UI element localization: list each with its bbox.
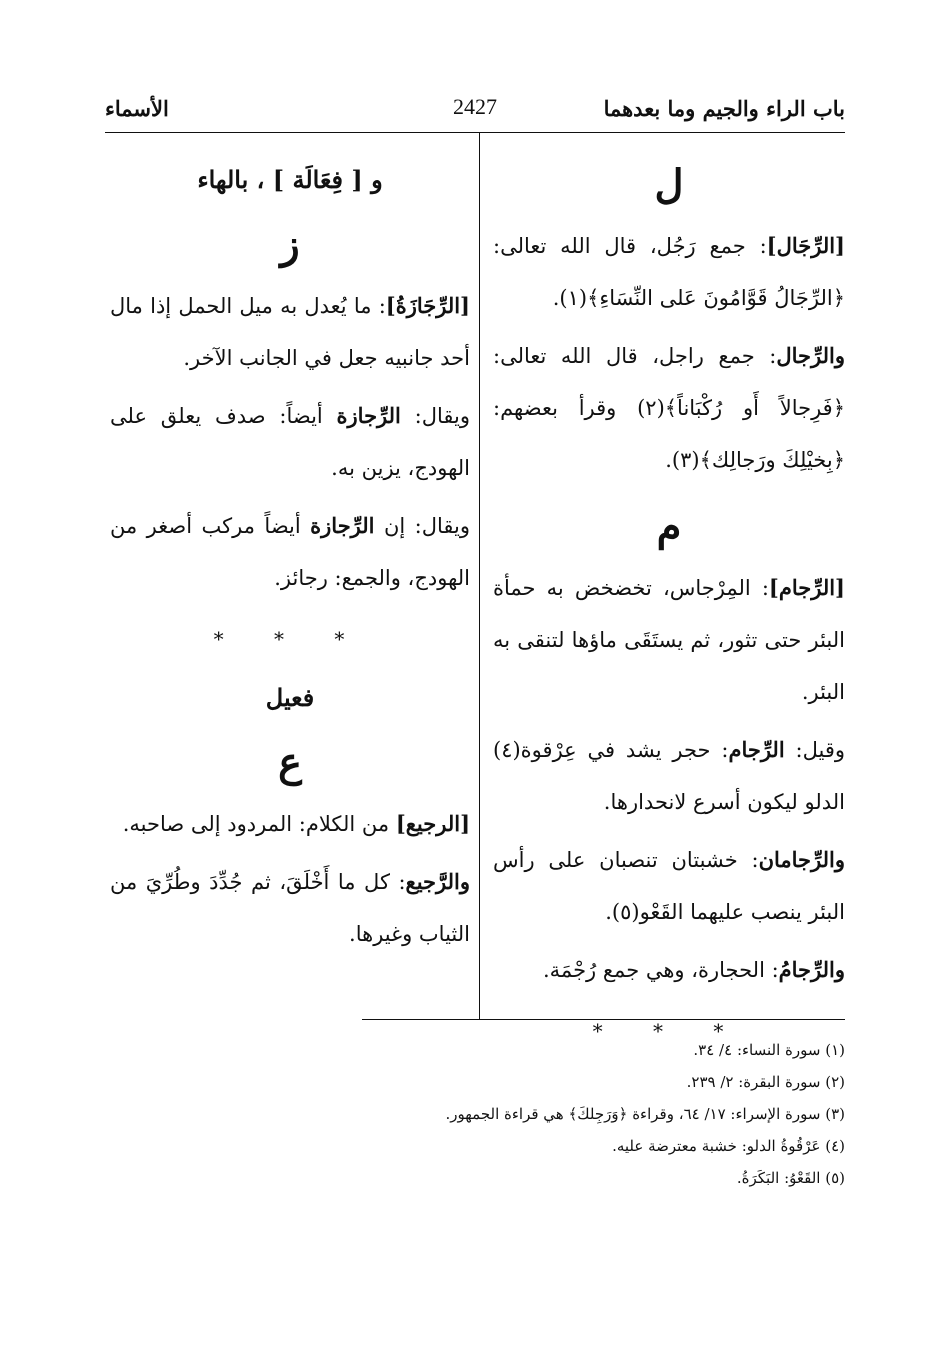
letter-heading: م <box>656 503 682 550</box>
entry-text: : خشبتان تنصبان على رأس البئر ينصب عليهما القَعْو(٥). <box>493 848 845 924</box>
entry <box>493 724 845 828</box>
section-title: باب الراء والجيم وما بعدهما <box>603 96 845 121</box>
entry-term: والرِّجامان <box>758 847 845 872</box>
entry <box>493 562 845 718</box>
entry-term: [الرجيع] <box>395 811 470 836</box>
right-column <box>493 150 845 1060</box>
entry-text: أيضاً: صدف يعلق على الهودج، يزين به. <box>110 404 470 480</box>
entry-text: من الكلام: المردود إلى صاحبه. <box>122 812 396 836</box>
entry <box>110 280 470 384</box>
footnotes <box>185 1034 845 1194</box>
footnote: (٣) سورة الإسراء: ١٧/ ٦٤، وقراءة ﴿وَرَجِلكَ﴾ هي قراءة الجمهور. <box>445 1105 845 1123</box>
footnote: (٤) عَرْقُوةُ الدلو: خشبة معترضة عليه. <box>612 1137 845 1155</box>
letter-heading: ل <box>654 161 684 208</box>
entry <box>110 856 470 960</box>
entry-prefix: وقيل: <box>784 738 846 762</box>
entry-term: الرِّجام <box>728 737 785 762</box>
entry-prefix: ويقال: <box>400 404 470 428</box>
footnote-rule <box>362 1019 845 1020</box>
entry <box>493 220 845 324</box>
header-rule <box>105 132 845 133</box>
entry <box>493 834 845 938</box>
entry-prefix: ويقال: إن <box>374 514 470 538</box>
entry-term: [الرِّجام] <box>768 575 845 600</box>
entry-text: أيضاً مركب أصغر من الهودج، والجمع: رجائز. <box>110 514 470 590</box>
left-column <box>110 150 470 966</box>
entry <box>110 798 470 850</box>
entry-term: [الرِّجَال] <box>766 233 845 258</box>
entry-term: [الرِّجَازَةُ] <box>385 293 470 318</box>
entry-term: والرَّجيع <box>405 869 470 894</box>
entry-term: والرِّجامُ <box>778 957 845 982</box>
column-divider <box>479 133 480 1020</box>
footnote: (٢) سورة البقرة: ٢/ ٢٣٩. <box>686 1073 845 1091</box>
pattern-heading: و [ فِعَالَة ] ، بالهاء <box>197 165 383 194</box>
entry-text: : المِرْجاس، تخضخض به حمأة البئر حتى تثور، ثم يستَقَى ماؤها لتنقى به البئر. <box>493 576 845 704</box>
chapter-title: الأسماء <box>105 96 169 121</box>
entry <box>493 330 845 486</box>
entry-text: : حجر يشد في عِرْقوة(٤) الدلو ليكون أسرع لانحدارها. <box>493 738 845 814</box>
entry-term: الرِّجازة <box>336 403 401 428</box>
pattern-heading: فعيل <box>265 683 315 712</box>
section-separator: * * * <box>213 627 367 651</box>
entry <box>493 944 845 996</box>
letter-heading: ز <box>280 221 300 268</box>
footnote: (٥) القَعْوُ: البَكَرَةُ. <box>736 1169 845 1187</box>
entry-text: : كل ما أَخْلَقَ، ثم جُدِّدَ وطُرِّيَ من الثياب وغيرها. <box>110 870 470 946</box>
entry <box>110 390 470 494</box>
entry <box>110 500 470 604</box>
section-separator: * * * <box>592 1019 746 1043</box>
page-number: 2427 <box>453 94 497 119</box>
entry-text: : جمع رَجُل، قال الله تعالى: ﴿الرِّجَالُ قَوَّامُونَ عَلى النِّسَاءِ﴾(١). <box>493 234 845 310</box>
entry-text: : جمع راجل، قال الله تعالى: ﴿فَرِجالاً أَو رُكْبَاناً﴾(٢) وقرأ بعضهم: ﴿بِخيْلِكَ ورَجالِك﴾(٣). <box>493 344 846 472</box>
footnote: (١) سورة النساء: ٤/ ٣٤. <box>693 1041 845 1059</box>
entry-term: الرِّجازة <box>310 513 375 538</box>
running-header <box>105 86 845 126</box>
entry-text: : ما يُعدل به ميل الحمل إذا مال أحد جانبيه جعل في الجانب الآخر. <box>110 294 470 370</box>
letter-heading: ع <box>278 739 302 786</box>
entry-term: والرِّجال <box>776 343 845 368</box>
entry-text: : الحجارة، وهي جمع رُجْمَة. <box>543 958 779 982</box>
